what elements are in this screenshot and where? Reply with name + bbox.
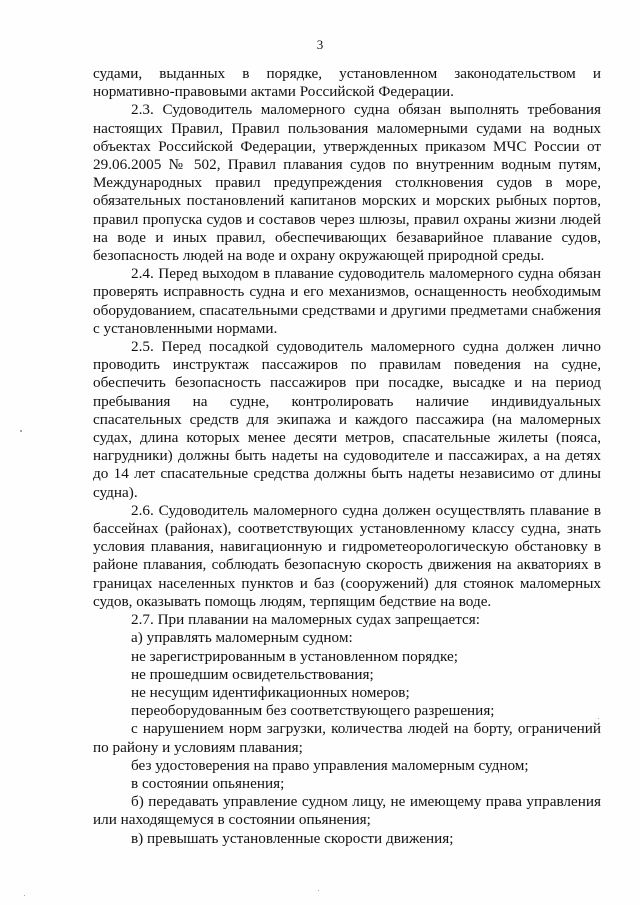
paragraph-2-5: 2.5. Перед посадкой судоводитель маломерного судна должен лично проводить инструктаж пассажиров по правилам поведения на судне, обеспечить безопасность пассажиров при посадке, высадке и на период пребывания на судне, контролировать наличие индивидуальных спасательных средств для экипажа и каждого пассажира (на маломерных судах, длина которых менее десяти метров, спасательные жилеты (пояса, нагрудники) должны быть надеты на судоводителе и пассажирах, а на детях до 14 лет спасательные средства должны быть надеты независимо от длины судна). (93, 338, 601, 501)
scan-speck (20, 430, 22, 432)
paragraph-2-4: 2.4. Перед выходом в плавание судоводитель маломерного судна обязан проверять исправность судна и его механизмов, оснащенность необходимым оборудованием, спасательными средствами и другими предметами снабжения с установленными нормами. (93, 265, 601, 337)
list-subitem: не зарегистрированным в установленном порядке; (131, 647, 458, 665)
list-subitem: в состоянии опьянения; (131, 774, 285, 792)
list-subitem: переоборудованным без соответствующего разрешения; (131, 702, 495, 720)
scan-speck (318, 890, 319, 891)
page-number: 3 (316, 37, 324, 52)
list-subitem: не прошедшим освидетельствования; (131, 665, 374, 683)
list-subitem: не несущим идентификационных номеров; (131, 683, 410, 701)
paragraph-2-6: 2.6. Судоводитель маломерного судна должен осуществлять плавание в бассейнах (районах), соответствующих установленному классу судна, знать условия плавания, навигационную и гидрометеорологическую обстановку в районе плавания, соблюдать безопасную скорость движения на акваториях в границах населенных пунктов и баз (сооружений) для стоянок маломерных судов, оказывать помощь людям, терпящим бедствие на воде. (93, 501, 601, 610)
scan-speck (598, 718, 599, 719)
paragraph-2-3: 2.3. Судоводитель маломерного судна обязан выполнять требования настоящих Правил, Правил пользования маломерными судами на водных объектах Российской Федерации, утвержденных приказом МЧС России от 29.06.2005 № 502, Правил плавания судов по внутренним водным путям, Международных правил предупреждения столкновения судов в море, обязательных постановлений капитанов морских и морских рыбных портов, правил пропуска судов и составов через шлюзы, правил охраны жизни людей на воде и иных правил, обеспечивающих безаварийное плавание судов, безопасность людей на воде и охрану окружающей природной среды. (93, 101, 601, 265)
list-subitem: без удостоверения на право управления маломерным судном; (131, 756, 529, 774)
list-item-a: а) управлять маломерным судном: (131, 629, 353, 647)
list-item-c: в) превышать установленные скорости движения; (131, 829, 454, 847)
paragraph-2-7-intro: 2.7. При плавании на маломерных судах запрещается: (131, 611, 480, 629)
list-item-b: б) передавать управление судном лицу, не имеющему права управления или находящемуся в состоянии опьянения; (93, 793, 601, 829)
list-subitem-overload: с нарушением норм загрузки, количества людей на борту, ограничений по району и условиям плавания; (93, 720, 601, 756)
scan-speck (24, 895, 25, 896)
paragraph-continuation: судами, выданных в порядке, установленном законодательством и нормативно-правовыми актами Российской Федерации. (93, 65, 601, 101)
document-body (93, 65, 601, 848)
